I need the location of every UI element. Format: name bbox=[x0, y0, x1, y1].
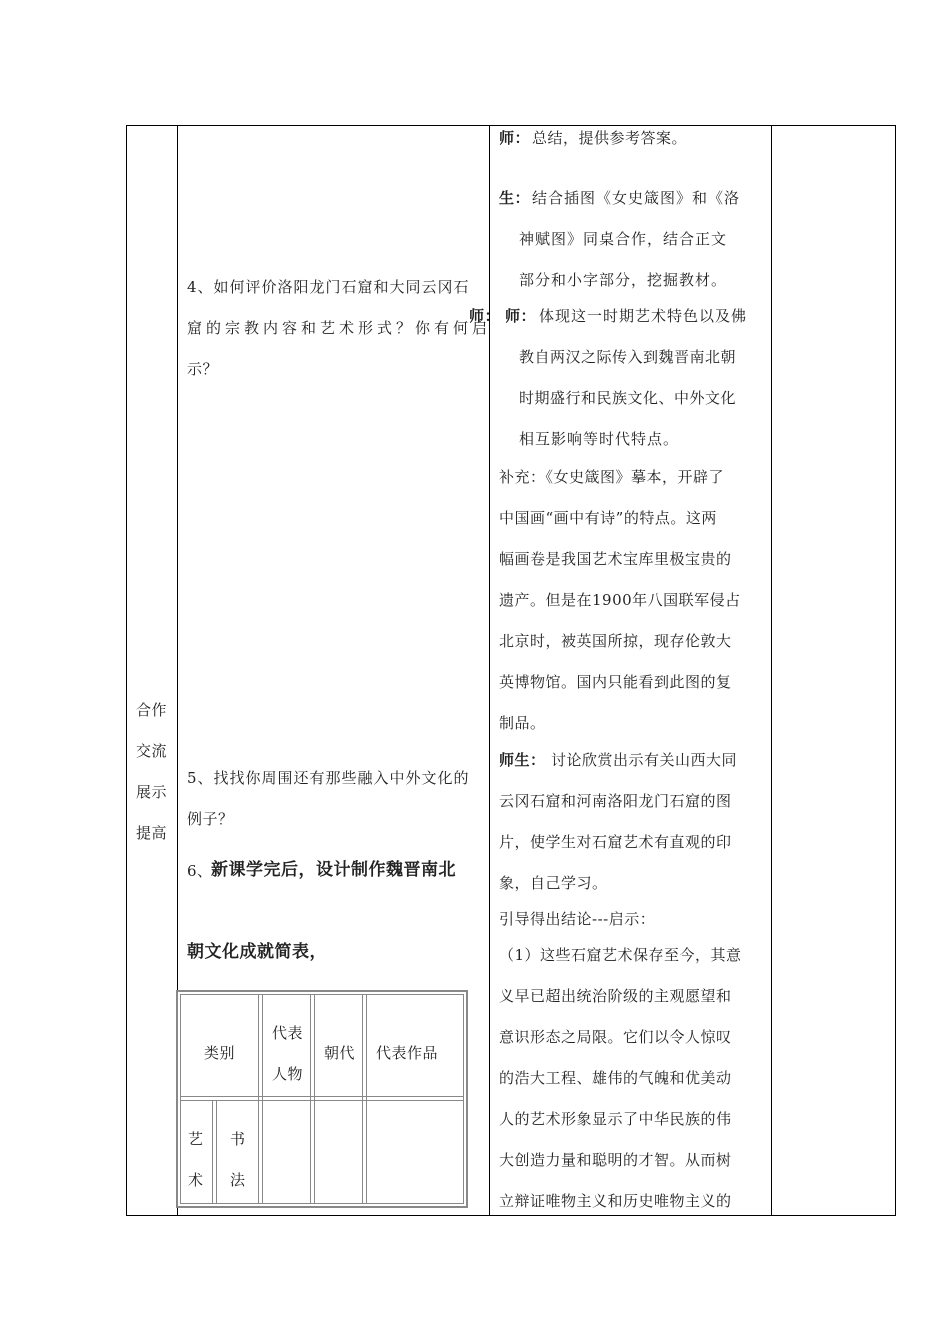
paragraph-line: 义早已超出统治阶级的主观愿望和 bbox=[499, 987, 732, 1005]
conclusion-intro: 引导得出结论---启示： bbox=[499, 910, 656, 928]
question-line: 例子？ bbox=[187, 810, 234, 828]
paragraph-line: 英博物馆。国内只能看到此图的复 bbox=[499, 673, 732, 691]
table-top-border bbox=[126, 125, 896, 126]
activity-text: 结合插图《女史箴图》和《洛 bbox=[532, 189, 741, 207]
paragraph-line: 的浩大工程、雄伟的气魄和优美动 bbox=[499, 1069, 732, 1087]
column-divider-2 bbox=[489, 125, 490, 1216]
achievement-summary-table bbox=[176, 990, 468, 1208]
header-dynasty: 朝代 bbox=[324, 1044, 356, 1062]
speaker-label: 生： bbox=[499, 189, 531, 207]
paragraph-line: 意识形态之局限。它们以令人惊叹 bbox=[499, 1028, 732, 1046]
activity-text: 神赋图》同桌合作，结合正文 bbox=[519, 230, 728, 248]
table-bottom-border bbox=[126, 1215, 896, 1216]
table-left-border bbox=[126, 125, 127, 1216]
activity-text: 部分和小字部分，挖掘教材。 bbox=[519, 271, 728, 289]
column-divider-3 bbox=[771, 125, 772, 1216]
stage-label-line: 交流 bbox=[136, 742, 168, 760]
paragraph-line: 制品。 bbox=[499, 714, 546, 732]
question-line: 窟的宗教内容和艺术形式？你有何启 bbox=[187, 319, 492, 337]
question-line: 新课学完后，设计制作魏晋南北 bbox=[211, 860, 456, 880]
paragraph-line: 幅画卷是我国艺术宝库里极宝贵的 bbox=[499, 550, 732, 568]
activity-text: 讨论欣赏出示有关山西大同 bbox=[551, 751, 738, 769]
question-number: 6、 bbox=[187, 862, 213, 880]
stage-label-line: 提高 bbox=[136, 824, 168, 842]
header-representative-people: 代表 bbox=[272, 1024, 304, 1042]
header-category: 类别 bbox=[204, 1044, 236, 1062]
activity-text: 相互影响等时代特点。 bbox=[519, 430, 680, 448]
row-sub-label: 书 bbox=[230, 1130, 246, 1148]
speaker-label: 师： bbox=[499, 129, 531, 147]
table-right-border bbox=[895, 125, 896, 1216]
speaker-label: 师： bbox=[505, 307, 537, 325]
activity-text: 时期盛行和民族文化、中外文化 bbox=[519, 389, 737, 407]
activity-text: 云冈石窟和河南洛阳龙门石窟的图 bbox=[499, 792, 732, 810]
activity-text: 象，自己学习。 bbox=[499, 874, 608, 892]
activity-text: 体现这一时期艺术特色以及佛 bbox=[539, 307, 748, 325]
activity-text: 教自两汉之际传入到魏晋南北朝 bbox=[519, 348, 737, 366]
paragraph-line: 立辩证唯物主义和历史唯物主义的 bbox=[499, 1192, 732, 1210]
paragraph-line: 遗产。但是在1900年八国联军侵占 bbox=[499, 591, 741, 609]
stage-label-line: 展示 bbox=[136, 783, 168, 801]
row-sub-label: 法 bbox=[230, 1171, 246, 1189]
question-line: 示？ bbox=[187, 360, 219, 378]
question-line: 5、找找你周围还有那些融入中外文化的 bbox=[187, 769, 470, 787]
speaker-label: 师生： bbox=[499, 751, 546, 769]
activity-text: 片，使学生对石窟艺术有直观的印 bbox=[499, 833, 732, 851]
header-representative-people: 人物 bbox=[272, 1065, 304, 1083]
paragraph-line: 人的艺术形象显示了中华民族的伟 bbox=[499, 1110, 732, 1128]
paragraph-line: 补充：《女史箴图》摹本，开辟了 bbox=[499, 468, 725, 486]
paragraph-line: 大创造力量和聪明的才智。从而树 bbox=[499, 1151, 732, 1169]
row-group-label: 术 bbox=[188, 1171, 204, 1189]
paragraph-line: （1）这些石窟艺术保存至今，其意 bbox=[499, 946, 742, 964]
speaker-label-overlap: 师： bbox=[469, 307, 501, 325]
header-representative-works: 代表作品 bbox=[376, 1044, 439, 1062]
activity-text: 总结，提供参考答案。 bbox=[532, 129, 688, 147]
row-group-label: 艺 bbox=[188, 1130, 204, 1148]
question-line: 朝文化成就简表， bbox=[187, 942, 327, 962]
question-line: 4、如何评价洛阳龙门石窟和大同云冈石 bbox=[187, 278, 470, 296]
paragraph-line: 北京时，被英国所掠，现存伦敦大 bbox=[499, 632, 732, 650]
paragraph-line: 中国画“画中有诗”的特点。这两 bbox=[499, 509, 717, 527]
stage-label-line: 合作 bbox=[136, 701, 168, 719]
